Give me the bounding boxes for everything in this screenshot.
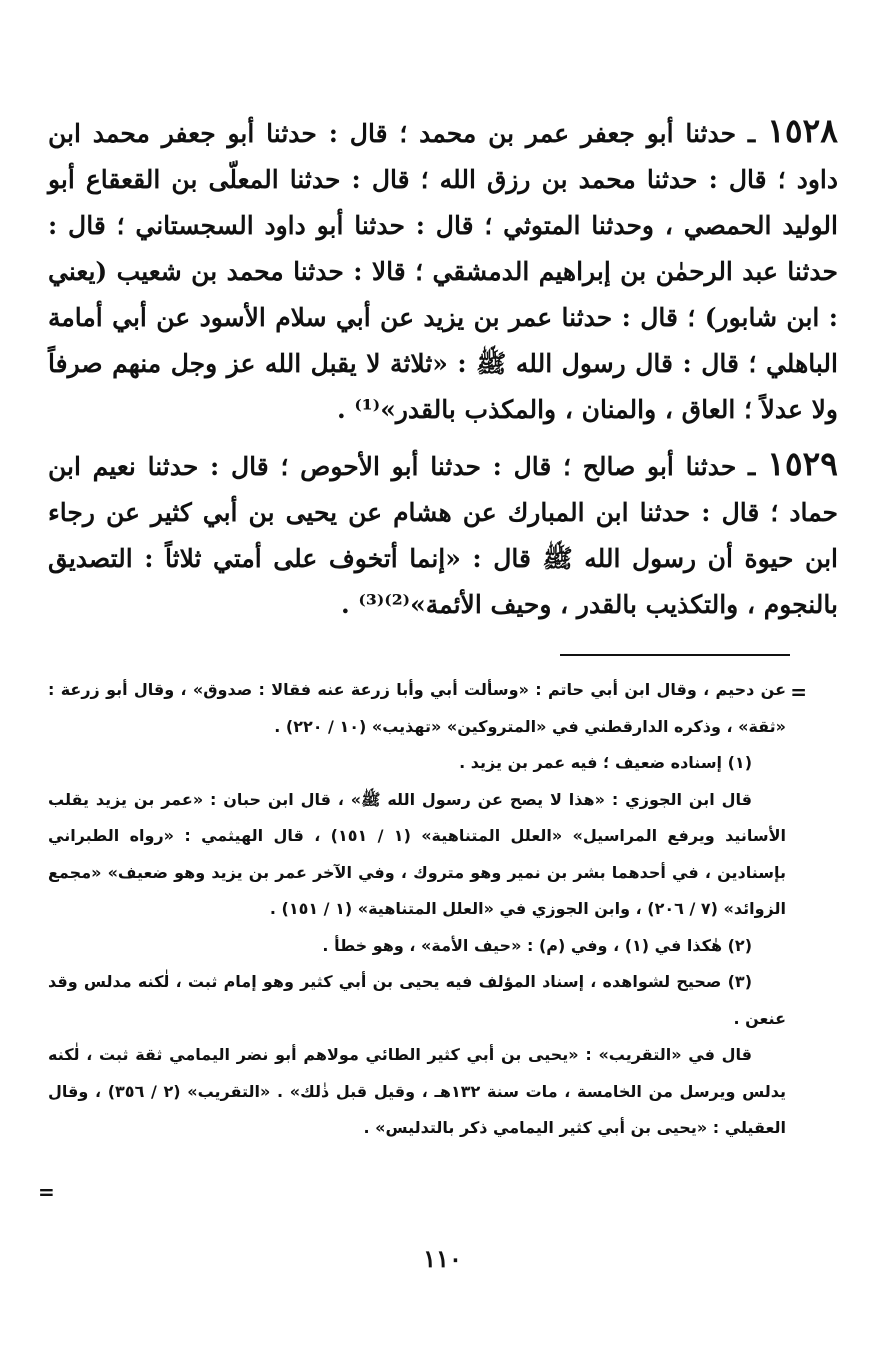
footnote-continuation: عن دحيم ، وقال ابن أبي حاتم : «وسألت أبي وأبا زرعة عنه فقالا : صدوق» ، وقال أبو زرعة : «ثقة» ، وذكره الدارقطني في «المتروكين» «تهذيب» (١٠ / ٢٢٠) .: [48, 680, 786, 736]
footnote-3-detail: قال في «التقريب» : «يحيى بن أبي كثير الطائي مولاهم أبو نضر اليمامي ثقة ثبت ، لٰكنه يدلس ويرسل من الخامسة ، مات سنة ١٣٢هـ ، وقيل قبل ذٰلك» . «التقريب» (٢ / ٣٥٦) ، وقال العقيلي : «يحيى بن أبي كثير اليمامي ذكر بالتدليس» .: [48, 1045, 787, 1137]
main-text: [48, 108, 838, 636]
hadith-1529: [48, 441, 838, 628]
hadith-1528: [48, 108, 838, 433]
hadith-number: ١٥٢٨: [767, 111, 838, 150]
page-number: ١١٠: [423, 1244, 462, 1273]
hadith-number: ١٥٢٩: [767, 444, 838, 483]
footnote-1-detail: قال ابن الجوزي : «هذا لا يصح عن رسول الله ﷺ» ، قال ابن حبان : «عمر بن يزيد يقلب الأسانيد ويرفع المراسيل» «العلل المتناهية» (١ / ١٥١) ، قال الهيثمي : «رواه الطبراني بإسنادين ، في أحدهما بشر بن نمير وهو متروك ، وفي الآخر عمر بن يزيد وهو ضعيف» «مجمع الزوائد» (٧ / ٢٠٦) ، وابن الجوزي في «العلل المتناهية» (١ / ١٥١) .: [48, 789, 787, 918]
footnotes: [48, 672, 786, 1147]
footnote-2: (٢) هٰكذا في (١) ، وفي (م) : «حيف الأمة» ، وهو خطأ .: [322, 935, 752, 955]
footnote-3: (٣) صحيح لشواهده ، إسناد المؤلف فيه يحيى بن أبي كثير وهو إمام ثبت ، لٰكنه مدلس وقد عنعن .: [48, 972, 786, 1028]
hadith-text: ـ حدثنا أبو صالح ؛ قال : حدثنا أبو الأحوص ؛ قال : حدثنا نعيم ابن حماد ؛ قال : حدثنا ابن المبارك عن هشام عن يحيى بن أبي كثير عن رجاء ابن حيوة أن رسول الله ﷺ قال : «إنما أتخوف على أمتي ثلاثاً : التصديق بالنجوم ، والتكذيب بالقدر ، وحيف الأئمة»⁽²⁾⁽³⁾ .: [48, 452, 838, 619]
footnote-continuation-mark-top: =: [790, 680, 807, 704]
footnote-continuation-mark-bottom: =: [38, 1180, 55, 1204]
footnote-1: (١) إسناده ضعيف ؛ فيه عمر بن يزيد .: [459, 753, 752, 772]
footnote-separator: [560, 654, 790, 656]
hadith-text: ـ حدثنا أبو جعفر عمر بن محمد ؛ قال : حدثنا أبو جعفر محمد ابن داود ؛ قال : حدثنا محمد بن رزق الله ؛ قال : حدثنا المعلّى بن القعقاع أبو الوليد الحمصي ، وحدثنا المتوثي ؛ قال : حدثنا أبو داود السجستاني ؛ قال : حدثنا عبد الرحمٰن بن إبراهيم الدمشقي ؛ قالا : حدثنا محمد بن شعيب (يعني : ابن شابور) ؛ قال : حدثنا عمر بن يزيد عن أبي سلام الأسود عن أبي أمامة الباهلي ؛ قال : قال رسول الله ﷺ : «ثلاثة لا يقبل الله عز وجل منهم صرفاً ولا عدلاً ؛ العاق ، والمنان ، والمكذب بالقدر»⁽¹⁾ .: [48, 119, 838, 424]
